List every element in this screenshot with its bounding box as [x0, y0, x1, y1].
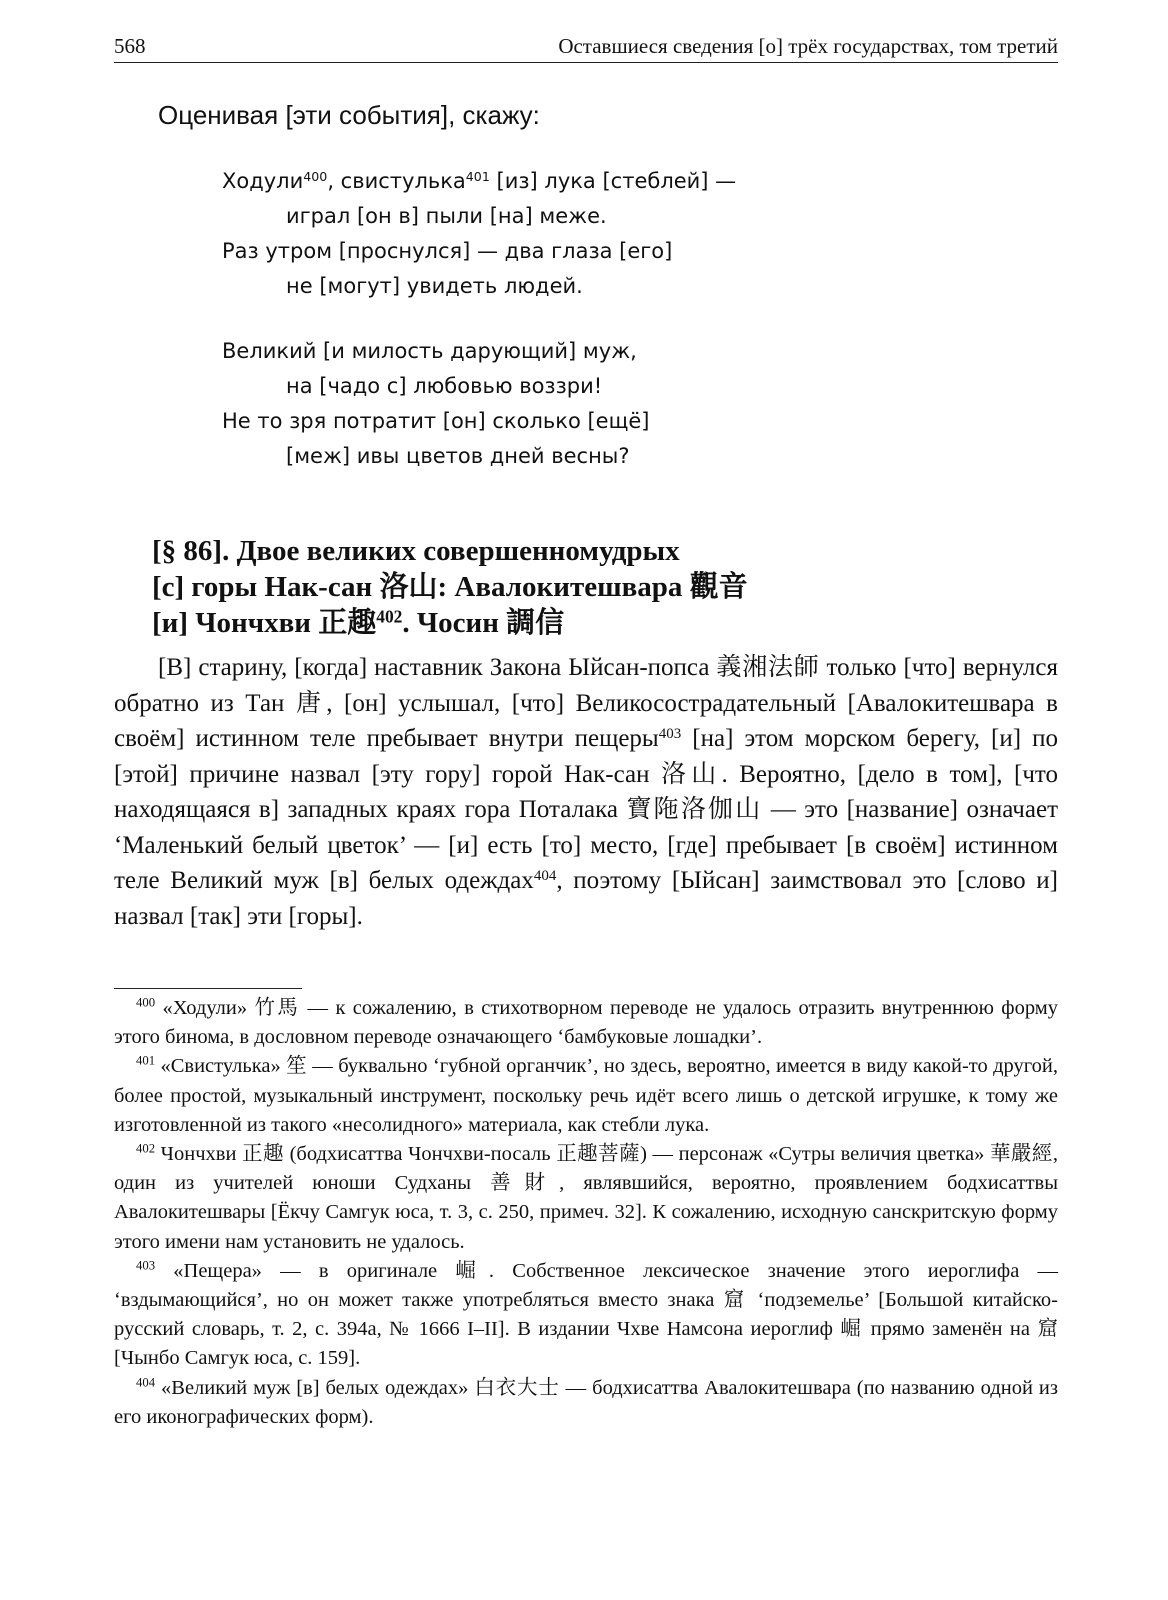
running-title: Оставшиеся сведения [о] трёх государствах, том третий [558, 34, 1058, 58]
running-header [114, 30, 1058, 64]
footnote-number: 400 [136, 995, 156, 1010]
footnote-number: 403 [136, 1258, 156, 1273]
footnote-ref: 403 [658, 725, 682, 742]
stanza-gap [222, 304, 736, 334]
poem-line: Великий [и милость дарующий] муж, [222, 339, 637, 363]
footnote: $^{402}$ Чончхви 正趣 (бодхисаттва Чончхви-посаль 正趣菩薩) — персонаж «Сутры величия цветка» 華嚴經, один из учителей юноши Судханы 善財, являвшийся, вероятно, проявлением бодхисаттвы Авалокитешвары [Ёкчу Самгук юса, т. 3, с. 250, примеч. 32]. К сожалению, исходную санскритскую форму этого имени нам установить не удалось. [114, 1141, 1059, 1253]
heading-line: [и] Чончхви 正趣$^{402}$. Чосин 調信 [152, 606, 565, 639]
footnote-number: 404 [136, 1375, 156, 1390]
heading-line: [§ 86]. Двое великих совершенномудрых [152, 535, 680, 567]
poem-line: на [чадо с] любовью воззри! [286, 374, 603, 398]
footnote-ref: 400 [303, 169, 328, 185]
heading-line: [с] горы Нак-сан 洛山: Авалокитешвара 觀音 [152, 571, 748, 603]
footnote: $^{401}$ «Свистулька» 笙 — буквально ‘губной органчик’, но здесь, вероятно, имеется в виду какой-то другой, более простой, музыкальный инструмент, поскольку речь идёт всего лишь о детской игрушке, к тому же изготовленной из такого «несолидного» материала, как стебли лука. [114, 1053, 1059, 1136]
poem-line: не [могут] увидеть людей. [286, 274, 583, 298]
footnote-ref: 401 [465, 169, 490, 185]
footnote-rule [114, 988, 302, 989]
footnote-number: 402 [136, 1141, 156, 1156]
footnote: $^{403}$ «Пещера» — в оригинале 崛. Собственное лексическое значение этого иероглифа — ‘вздымающийся’, но он может также употребляться вместо знака 窟 ‘подземелье’ [Большой китайско-русский словарь, т. 2, с. 394а, № 1666 I–II]. В издании Чхве Намсона иероглиф 崛 прямо заменён на 窟 [Чынбо Самгук юса, с. 159]. [114, 1258, 1058, 1370]
body-text [114, 650, 1058, 934]
footnotes [114, 994, 1058, 1432]
footnote: $^{400}$ «Ходули» 竹馬 — к сожалению, в стихотворном переводе не удалось отразить внутреннюю форму этого бинома, в дословном переводе означающего ‘бамбуковые лошадки’. [114, 995, 1059, 1049]
footnote-ref: 402 [376, 606, 403, 627]
page-number: 568 [114, 34, 146, 58]
poem-line: Не то зря потратит [он] сколько [ещё] [222, 409, 650, 433]
intro-line: Оценивая [эти события], скажу: [158, 100, 540, 130]
footnote-ref: 404 [533, 867, 557, 884]
footnote: $^{404}$ «Великий муж [в] белых одеждах» 白衣大士 — бодхисаттва Авалокитешвара (по названию одной из его иконографических форм). [114, 1375, 1058, 1428]
poem-line: играл [он в] пыли [на] меже. [286, 204, 607, 228]
poem-line: [меж] ивы цветов дней весны? [286, 444, 630, 468]
poem [222, 164, 736, 474]
poem-line: Раз утром [проснулся] — два глаза [его] [222, 239, 673, 263]
poem-line: Ходули$^{400}$, свистулька$^{401}$ [из] лука [стеблей] — [222, 169, 737, 193]
footnote-number: 401 [136, 1053, 156, 1068]
section-heading [152, 533, 748, 641]
header-rule [114, 62, 1058, 63]
paragraph: [В] старину, [когда] наставник Закона Ыйсан-попса 義湘法師 только [что] вернулся обратно из Тан 唐, [он] услышал, [что] Великосострадательный [Авалокитешвара в своём] истинном теле пребывает внутри пещеры$^{403}$ [на] этом морском берегу, [и] по [этой] причине назвал [эту гору] горой Нак-сан 洛山. Вероятно, [дело в том], [что находящаяся в] западных краях гора Поталака 寶陁洛伽山 — это [название] означает ‘Маленький белый цветок’ — [и] есть [то] место, [где] пребывает [в своём] истинном теле Великий муж [в] белых одеждах$^{404}$, поэтому [Ыйсан] заимствовал это [слово и] назвал [так] эти [горы]. [114, 654, 1058, 930]
